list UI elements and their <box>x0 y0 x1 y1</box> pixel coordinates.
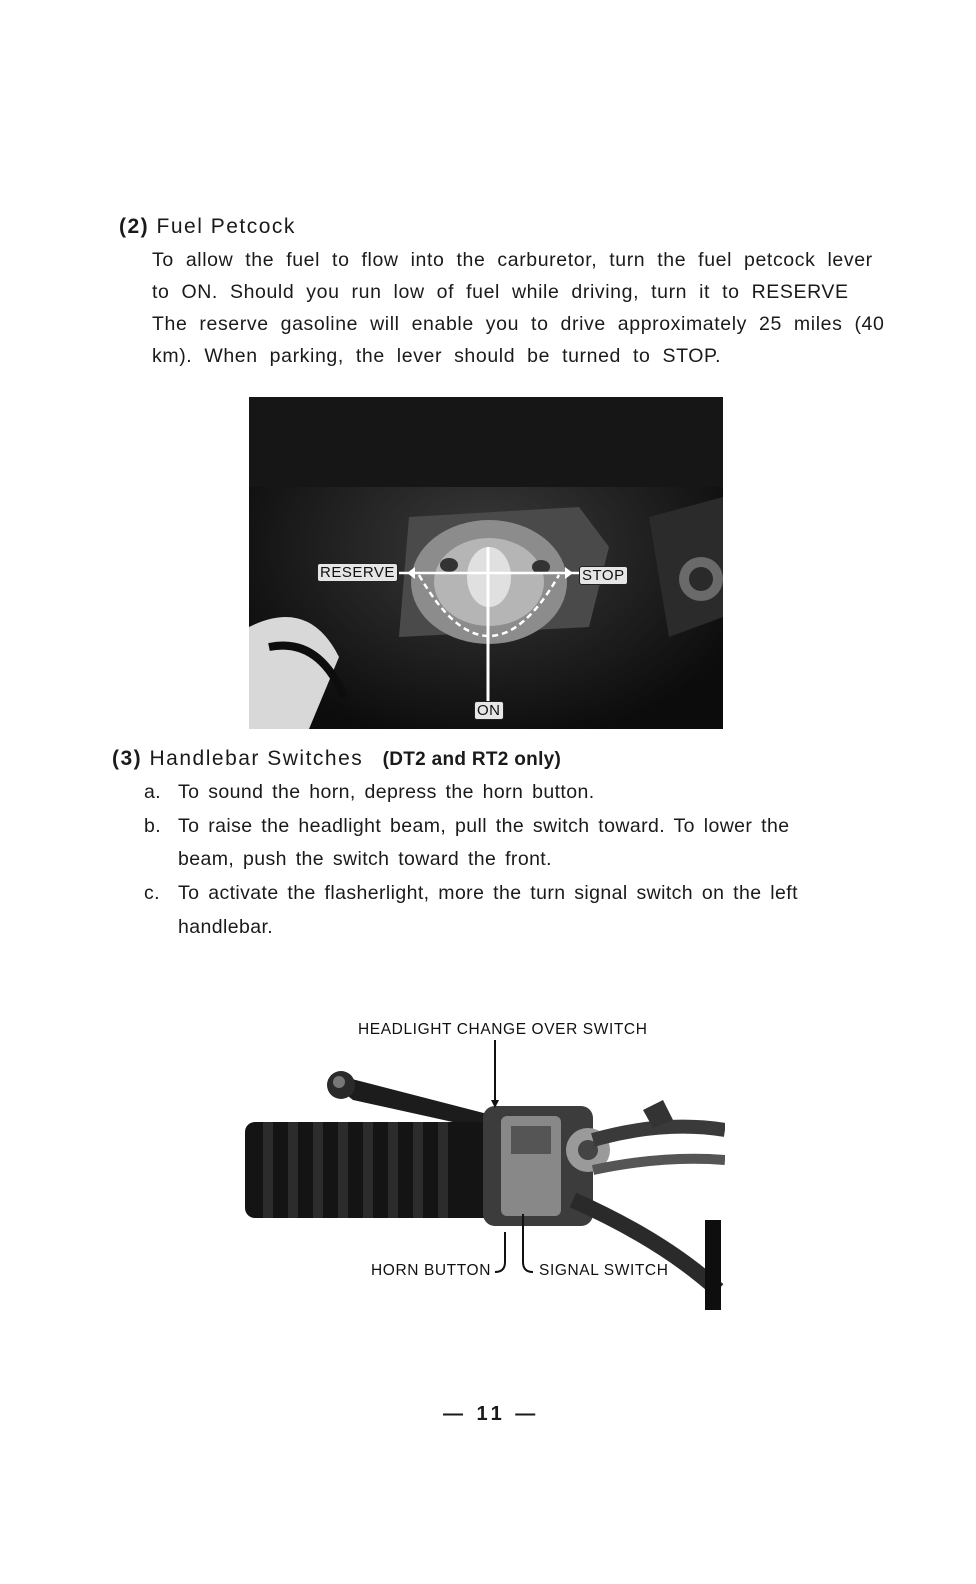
list-item-a-line-1: To sound the horn, depress the horn button. <box>178 781 595 803</box>
section-2-title: Fuel Petcock <box>156 215 296 238</box>
list-marker-a: a. <box>144 781 162 803</box>
fuel-petcock-line-3: The reserve gasoline will enable you to drive approximately 25 miles (40 <box>152 313 885 335</box>
list-item-b-line-1: To raise the headlight beam, pull the switch toward. To lower the <box>178 815 790 837</box>
fuel-petcock-line-4: km). When parking, the lever should be turned to STOP. <box>152 345 722 367</box>
section-2-heading <box>119 215 296 239</box>
section-3-note: (DT2 and RT2 only) <box>382 749 562 770</box>
fuel-petcock-line-2: to ON. Should you run low of fuel while driving, turn it to RESERVE <box>152 281 849 303</box>
fuel-petcock-photo <box>249 397 723 729</box>
reserve-label: RESERVE <box>317 563 398 582</box>
list-marker-b: b. <box>144 815 162 837</box>
signal-switch-caption: SIGNAL SWITCH <box>539 1262 669 1279</box>
list-item-c-line-2: handlebar. <box>178 916 274 938</box>
fuel-petcock-line-1: To allow the fuel to flow into the carburetor, turn the fuel petcock lever <box>152 249 873 271</box>
stop-label: STOP <box>579 566 628 585</box>
section-3-number: (3) <box>112 747 143 770</box>
list-item-c-line-1: To activate the flasherlight, more the turn signal switch on the left <box>178 882 798 904</box>
horn-button-caption: HORN BUTTON <box>371 1262 491 1279</box>
headlight-switch-caption: HEADLIGHT CHANGE OVER SWITCH <box>358 1021 648 1038</box>
page-number: — 11 — <box>443 1403 540 1425</box>
on-label: ON <box>474 701 504 720</box>
section-3-title: Handlebar Switches <box>149 747 364 770</box>
section-3-heading <box>112 747 561 771</box>
section-2-number: (2) <box>119 215 150 238</box>
list-marker-c: c. <box>144 882 160 904</box>
list-item-b-line-2: beam, push the switch toward the front. <box>178 848 552 870</box>
